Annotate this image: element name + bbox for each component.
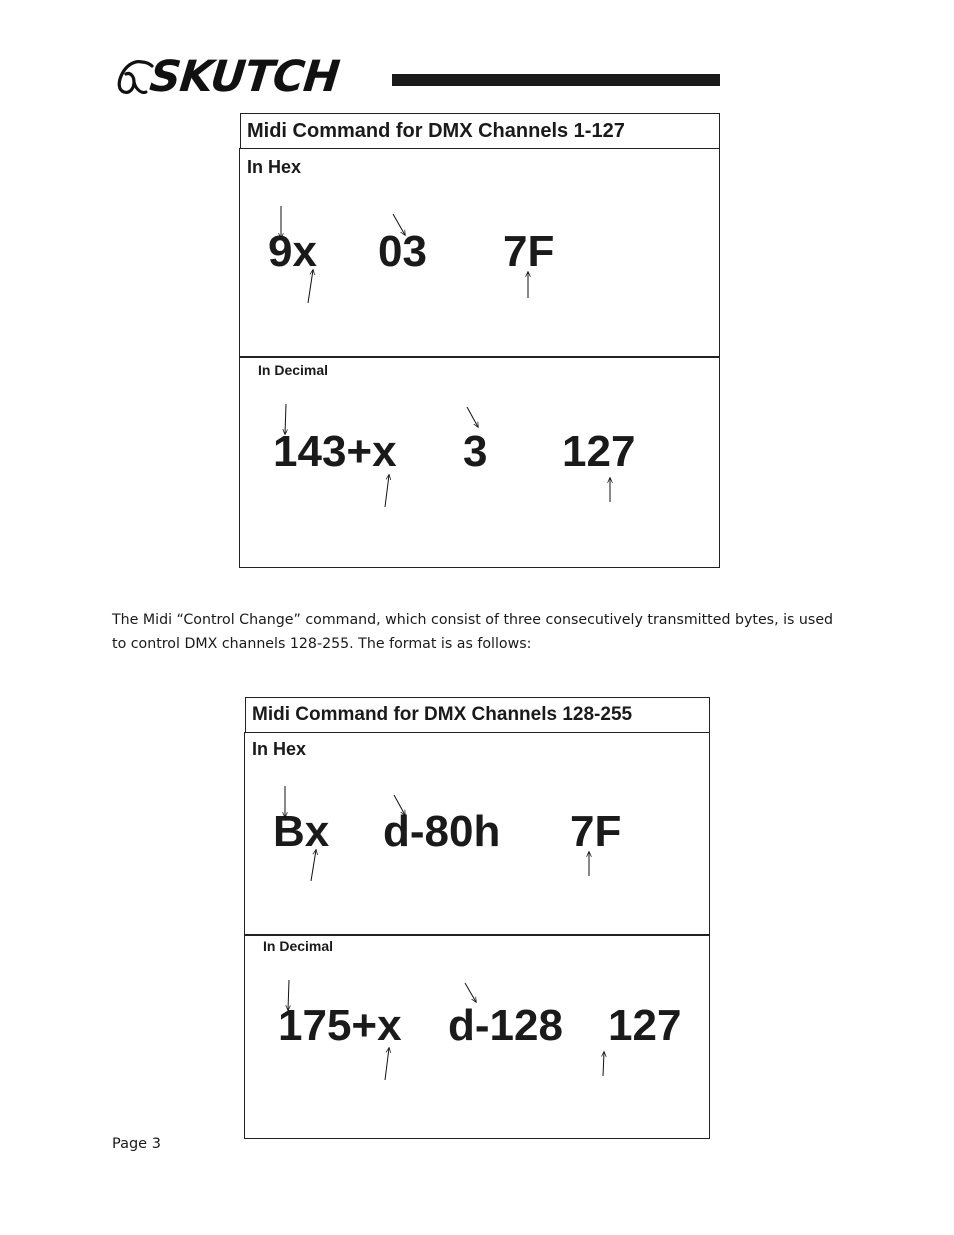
body-paragraph: The Midi “Control Change” command, which consist of three consecutively transmitted bytes, is used to control DMX channels 128-255. The format is as follows: xyxy=(112,612,834,652)
box2-title-text: Midi Command for DMX Channels 128-255 xyxy=(252,704,633,725)
box1-title-text: Midi Command for DMX Channels 1-127 xyxy=(247,120,625,142)
box2-dec-value-3: 127 xyxy=(608,1001,682,1050)
logo-text: SKUTCH xyxy=(147,52,342,102)
page-number: Page 3 xyxy=(112,1136,161,1152)
box1-title xyxy=(240,113,720,149)
box2-dec-label: In Decimal xyxy=(263,938,334,954)
box2-title xyxy=(245,697,710,733)
box2-dec-value-1: 175+x xyxy=(278,1001,402,1050)
box1-hex-value-3: 7F xyxy=(503,227,555,276)
box1-hex-label: In Hex xyxy=(247,157,302,177)
header-rule xyxy=(392,74,720,86)
box2-hex-value-2: d-80h xyxy=(383,807,501,856)
skutch-logo xyxy=(112,52,374,102)
box2-hex-value-1: Bx xyxy=(273,807,330,856)
box2-dec-value-2: d-128 xyxy=(448,1001,563,1050)
box1-dec-label: In Decimal xyxy=(258,362,329,378)
box1-dec-value-3: 127 xyxy=(562,427,636,476)
box1-hex-value-2: 03 xyxy=(378,227,427,276)
box1-hex-value-1: 9x xyxy=(268,227,317,276)
box2-hex-label: In Hex xyxy=(252,739,307,759)
box1-dec-value-2: 3 xyxy=(463,427,488,476)
box1-dec-value-1: 143+x xyxy=(273,427,397,476)
box2-hex-value-3: 7F xyxy=(570,807,622,856)
